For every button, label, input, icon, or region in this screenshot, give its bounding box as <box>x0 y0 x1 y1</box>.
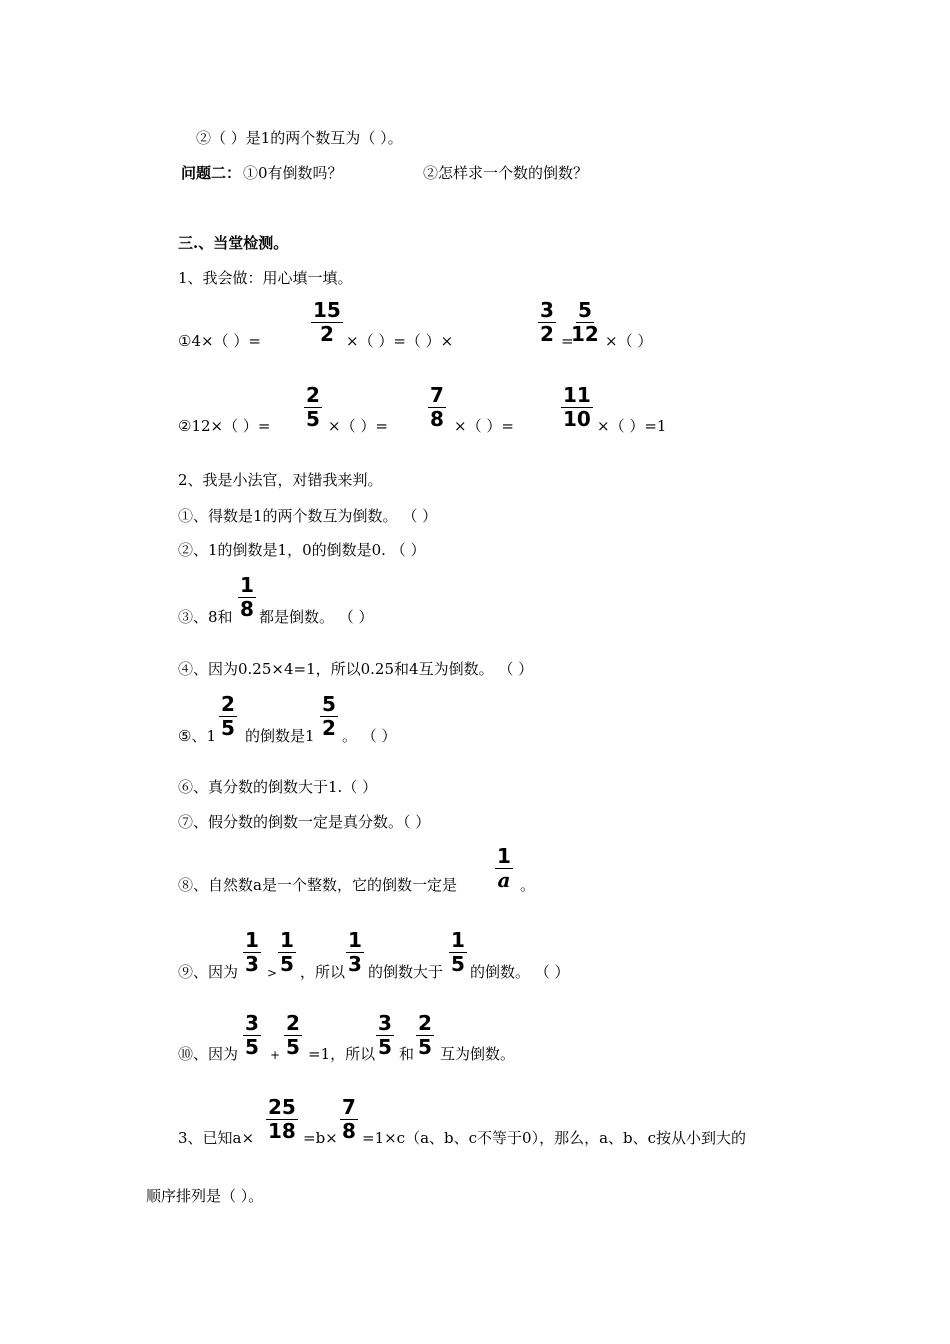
numerator: 2 <box>286 1011 300 1035</box>
q2-item-9-text-d: 的倒数大于 <box>368 963 444 981</box>
q1-row1-text-c: = <box>561 332 574 350</box>
q2-item-9-fraction-3 <box>346 930 364 974</box>
numerator: 1 <box>451 928 465 952</box>
q2-item-9-text-e: 的倒数。 （ ） <box>470 963 570 981</box>
denominator: 8 <box>240 597 254 621</box>
q1-row2-fraction-3 <box>561 385 593 429</box>
q2-item-7: ⑦、假分数的倒数一定是真分数。（ ） <box>178 813 431 831</box>
denominator: 5 <box>451 952 465 976</box>
numerator: 3 <box>540 298 554 322</box>
denominator: 3 <box>245 952 259 976</box>
q2-item-9-text-c: ，所以 <box>300 963 346 981</box>
numerator: 2 <box>306 383 320 407</box>
section-heading: 三.、当堂检测。 <box>178 234 289 252</box>
numerator: 1 <box>245 928 259 952</box>
numerator: 2 <box>418 1011 432 1035</box>
numerator: 1 <box>240 573 254 597</box>
q1-row2-fraction-2 <box>428 385 446 429</box>
denominator: 5 <box>280 952 294 976</box>
q2-title: 2、我是小法官，对错我来判。 <box>178 471 383 489</box>
question-two-part-1: ①0有倒数吗？ <box>243 164 343 182</box>
denominator: 12 <box>571 322 599 346</box>
q2-item-9-text-b: > <box>267 966 278 980</box>
denominator: 5 <box>306 407 320 431</box>
q1-row1-text-e: ×（ ） <box>605 332 653 350</box>
q1-row1-fraction-2 <box>538 300 556 344</box>
denominator: a <box>497 868 511 892</box>
q3-fraction-2 <box>340 1097 358 1141</box>
q2-item-8-text-a: ⑧、自然数a是一个整数，它的倒数一定是 <box>178 876 457 894</box>
denominator: 5 <box>245 1035 259 1059</box>
q2-item-8-fraction <box>495 846 513 890</box>
numerator: 7 <box>430 383 444 407</box>
q3-fraction-1 <box>266 1097 298 1141</box>
q2-item-10-fraction-2 <box>284 1013 302 1057</box>
q2-item-9-fraction-1 <box>243 930 261 974</box>
denominator: 10 <box>563 407 591 431</box>
q2-item-2: ②、1的倒数是1，0的倒数是0. （ ） <box>178 541 426 559</box>
denominator: 5 <box>221 716 235 740</box>
denominator: 18 <box>268 1119 296 1143</box>
q2-item-10-text-b: + <box>270 1048 281 1062</box>
q2-item-1: ①、得数是1的两个数互为倒数。 （ ） <box>178 507 438 525</box>
denominator: 5 <box>378 1035 392 1059</box>
q2-item-3-text-b: 都是倒数。 （ ） <box>259 608 374 626</box>
numerator: 25 <box>268 1095 296 1119</box>
denominator: 5 <box>418 1035 432 1059</box>
q2-item-10-text-e: 互为倒数。 <box>440 1045 516 1063</box>
q1-row2-text-a: ②12×（ ）= <box>178 417 271 435</box>
question-two-label: 问题二： <box>181 164 242 182</box>
denominator: 5 <box>286 1035 300 1059</box>
numerator: 7 <box>342 1095 356 1119</box>
numerator: 2 <box>221 692 235 716</box>
q1-row2-text-b: ×（ ）= <box>328 417 388 435</box>
q2-item-3-fraction <box>238 575 256 619</box>
q2-item-4: ④、因为0.25×4=1，所以0.25和4互为倒数。 （ ） <box>178 660 534 678</box>
intro-line-1: ②（ ）是1的两个数互为（ ）。 <box>196 129 403 147</box>
q3-text-a: 3、已知a× <box>178 1129 255 1147</box>
q1-row1-fraction-1 <box>311 300 343 344</box>
q1-row1-fraction-3 <box>571 300 599 344</box>
numerator: 1 <box>348 928 362 952</box>
q3-line-2: 顺序排列是（ ）。 <box>146 1187 264 1205</box>
q3-text-b: =b× <box>303 1129 338 1147</box>
q2-item-5-text-b: 的倒数是1 <box>245 727 315 745</box>
q1-row2-fraction-1 <box>304 385 322 429</box>
denominator: 2 <box>540 322 554 346</box>
denominator: 3 <box>348 952 362 976</box>
numerator: 3 <box>378 1011 392 1035</box>
q3-text-c: =1×c（a、b、c不等于0），那么，a、b、c按从小到大的 <box>362 1129 747 1147</box>
q2-item-10-fraction-3 <box>376 1013 394 1057</box>
q2-item-5-text-a: ⑤、1 <box>178 727 216 745</box>
denominator: 2 <box>322 716 336 740</box>
q2-item-6: ⑥、真分数的倒数大于1.（ ） <box>178 778 378 796</box>
q2-item-5-fraction-1 <box>219 694 237 738</box>
q2-item-10-fraction-4 <box>416 1013 434 1057</box>
q1-row2-text-e: ×（ ）=1 <box>597 417 667 435</box>
q2-item-9-text-a: ⑨、因为 <box>178 963 239 981</box>
numerator: 15 <box>313 298 341 322</box>
q2-item-3-text-a: ③、8和 <box>178 608 233 626</box>
denominator: 8 <box>430 407 444 431</box>
q2-item-5-text-c: 。 （ ） <box>342 727 397 745</box>
denominator: 2 <box>319 322 334 346</box>
q2-item-10-text-a: ⑩、因为 <box>178 1045 239 1063</box>
q1-row2-text-c: ×（ ）= <box>454 417 514 435</box>
q2-item-9-fraction-4 <box>449 930 467 974</box>
q2-item-8-text-b: 。 <box>520 876 536 894</box>
q2-item-9-fraction-2 <box>278 930 296 974</box>
numerator: 1 <box>280 928 294 952</box>
denominator: 8 <box>342 1119 356 1143</box>
q1-row1-text-b: ×（ ）=（ ）× <box>346 332 454 350</box>
q2-item-10-text-d: 和 <box>399 1045 415 1063</box>
numerator: 5 <box>577 298 592 322</box>
numerator: 3 <box>245 1011 259 1035</box>
q2-item-10-fraction-1 <box>243 1013 261 1057</box>
question-two-part-2: ②怎样求一个数的倒数？ <box>423 164 589 182</box>
q1-row1-text-a: ①4×（ ）= <box>178 332 261 350</box>
q1-title: 1、我会做：用心填一填。 <box>178 269 353 287</box>
numerator: 11 <box>563 383 591 407</box>
q2-item-10-text-c: =1，所以 <box>308 1045 376 1063</box>
numerator: 1 <box>497 844 511 868</box>
q2-item-5-fraction-2 <box>320 694 338 738</box>
numerator: 5 <box>322 692 336 716</box>
